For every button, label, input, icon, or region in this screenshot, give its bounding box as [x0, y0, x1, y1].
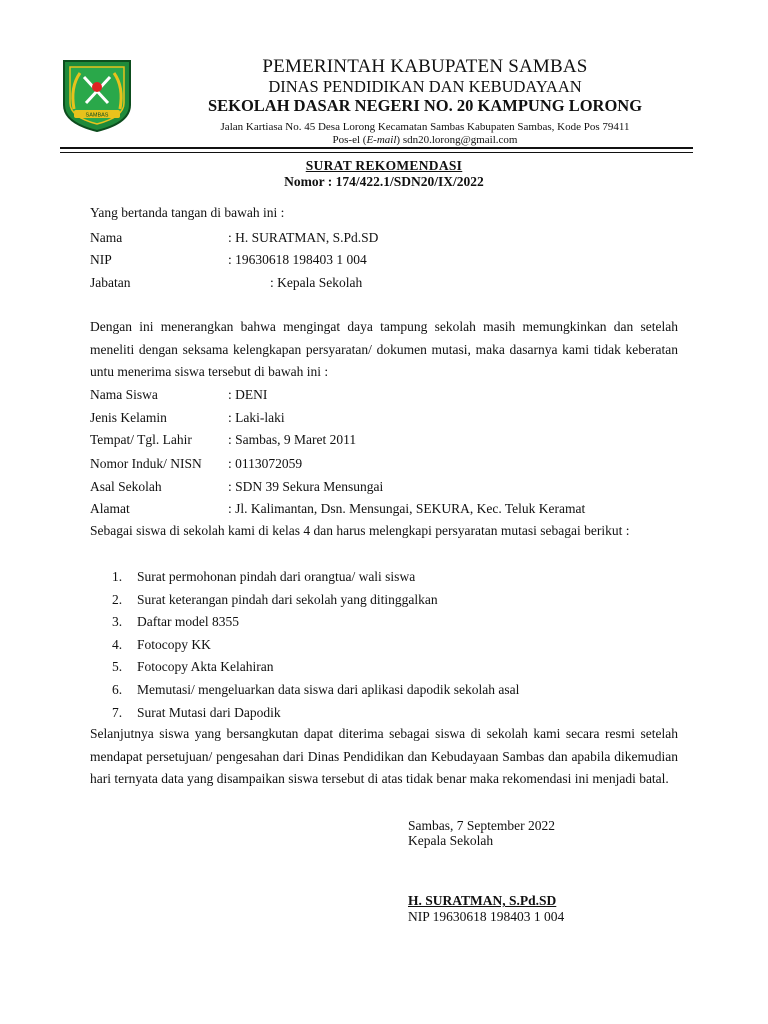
list-number: 6. — [112, 682, 123, 697]
list-item — [112, 705, 281, 721]
student-address-label: Alamat — [90, 501, 130, 516]
list-item — [112, 637, 211, 653]
student-school-value: : SDN 39 Sekura Mensungai — [228, 479, 384, 494]
list-text: Surat keterangan pindah dari sekolah yang ditinggalkan — [137, 592, 438, 607]
student-gender-label: Jenis Kelamin — [90, 410, 167, 425]
signer-nip-value: : 19630618 198403 1 004 — [228, 252, 367, 267]
list-text: Memutasi/ mengeluarkan data siswa dari aplikasi dapodik sekolah asal — [137, 682, 520, 697]
list-number: 7. — [112, 705, 123, 720]
letterhead-school: SEKOLAH DASAR NEGERI NO. 20 KAMPUNG LORONG — [207, 96, 643, 115]
paragraph-requirements-intro: Sebagai siswa di sekolah kami di kelas 4 dan harus melengkapi persyaratan mutasi sebagai berikut : — [90, 523, 630, 538]
letter-heading: SURAT REKOMENDASI — [305, 158, 463, 173]
signer-nip-label: NIP — [90, 252, 112, 267]
list-number: 1. — [112, 569, 123, 584]
signature-role: Kepala Sekolah — [408, 833, 494, 848]
student-name-label: Nama Siswa — [90, 387, 158, 402]
letter-title — [90, 158, 678, 190]
student-birth-label: Tempat/ Tgl. Lahir — [90, 432, 192, 447]
student-gender-value: : Laki-laki — [228, 410, 285, 425]
signature-name: H. SURATMAN, S.Pd.SD — [408, 893, 557, 908]
svg-text:SAMBAS: SAMBAS — [85, 112, 109, 119]
student-nisn-value: : 0113072059 — [228, 456, 303, 471]
student-name-value: : DENI — [228, 387, 268, 402]
letterhead-address: Jalan Kartiasa No. 45 Desa Lorong Kecamatan Sambas Kabupaten Sambas, Kode Pos 79411 — [220, 121, 630, 133]
student-birth-value: : Sambas, 9 Maret 2011 — [228, 432, 357, 447]
letterhead-rule-thin — [60, 152, 693, 153]
paragraph-closing: Selanjutnya siswa yang bersangkutan dapat diterima sebagai siswa di sekolah kami secara resmi setelah mendapat persetujuan/ pengesahan dari Dinas Pendidikan dan Kebudayaan Sambas dan apabila dikemudian hari ternyata data yang disampaikan siswa tersebut di atas tidak benar maka rekomendasi ini menjadi batal. — [90, 726, 678, 786]
list-item — [112, 614, 239, 630]
signature-place-date: Sambas, 7 September 2022 — [408, 818, 555, 833]
list-item — [112, 682, 519, 698]
student-address-value: : Jl. Kalimantan, Dsn. Mensungai, SEKURA, Kec. Teluk Keramat — [228, 501, 586, 516]
student-nisn-label: Nomor Induk/ NISN — [90, 456, 202, 471]
list-number: 3. — [112, 614, 123, 629]
email-prefix: Pos-el ( — [332, 134, 367, 146]
signer-position-label: Jabatan — [90, 275, 131, 290]
letterhead-government: PEMERINTAH KABUPATEN SAMBAS — [262, 56, 588, 77]
email-label: E-mail — [366, 134, 397, 146]
list-text: Fotocopy KK — [137, 637, 211, 652]
email-address: ) sdn20.lorong@gmail.com — [396, 134, 518, 146]
student-school-label: Asal Sekolah — [90, 479, 162, 494]
list-text: Surat permohonan pindah dari orangtua/ wali siswa — [137, 569, 416, 584]
letterhead — [140, 56, 710, 147]
list-number: 2. — [112, 592, 123, 607]
list-item — [112, 659, 273, 675]
intro-label: Yang bertanda tangan di bawah ini : — [90, 205, 285, 220]
letter-number: Nomor : 174/422.1/SDN20/IX/2022 — [284, 174, 484, 189]
list-text: Surat Mutasi dari Dapodik — [137, 705, 281, 720]
signer-name-value: : H. SURATMAN, S.Pd.SD — [228, 230, 379, 245]
list-number: 5. — [112, 659, 123, 674]
intro-text — [90, 205, 284, 221]
signer-name-label: Nama — [90, 230, 123, 245]
list-text: Daftar model 8355 — [137, 614, 239, 629]
letterhead-email — [140, 134, 710, 147]
paragraph-intro: Dengan ini menerangkan bahwa mengingat daya tampung sekolah masih memungkinkan dan setelah meneliti dengan seksama kelengkapan persyaratan/ dokumen mutasi, maka dasarnya kami tidak keberatan untu menerima siswa tersebut di bawah ini : — [90, 319, 678, 379]
list-item — [112, 592, 438, 608]
letterhead-rule-thick — [60, 147, 693, 149]
signer-position-value: : Kepala Sekolah — [270, 275, 363, 290]
regency-emblem-logo — [60, 57, 134, 133]
list-text: Fotocopy Akta Kelahiran — [137, 659, 274, 674]
letterhead-agency: DINAS PENDIDIKAN DAN KEBUDAYAAN — [268, 77, 582, 96]
signature-nip: NIP 19630618 198403 1 004 — [408, 909, 565, 924]
list-number: 4. — [112, 637, 123, 652]
list-item — [112, 569, 415, 585]
